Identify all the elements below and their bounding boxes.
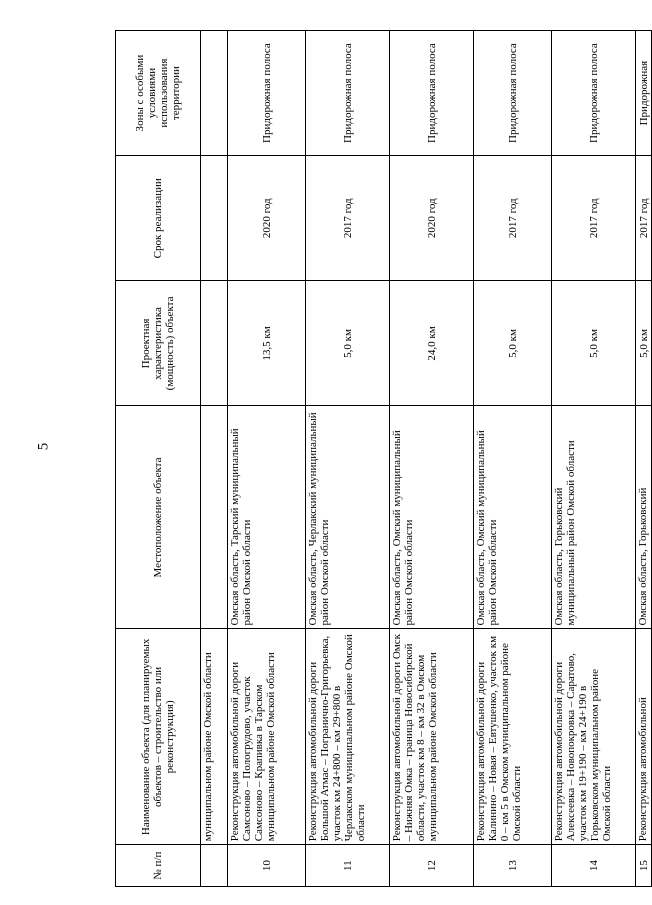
cell-location [201,406,228,629]
table-row [474,31,552,887]
cell-zones: Придорожная полоса [552,31,636,156]
table-header-row [116,31,201,887]
cell-location: Омская область, Омский муниципальный район Омской области [474,406,552,629]
cell-characteristic: 5,0 км [474,281,552,406]
objects-table-container [115,0,650,905]
cell-characteristic: 24,0 км [390,281,474,406]
cell-characteristic: 5,0 км [306,281,390,406]
table-row-continuation [201,31,228,887]
cell-zones: Придорожная полоса [306,31,390,156]
header-term: Срок реализации [116,156,201,281]
cell-name: Реконструкция автомобильной [636,629,652,845]
cell-term: 2017 год [552,156,636,281]
cell-name: Реконструкция автомобильной дороги Алексеевка – Новопокровка – Саратово, участок км 19+190 – км 24+190 в Горьковском муниципальном районе Омской области [552,629,636,845]
cell-num: 14 [552,845,636,887]
cell-characteristic: 5,0 км [636,281,652,406]
cell-location: Омская область, Горьковский [636,406,652,629]
cell-num: 13 [474,845,552,887]
table-row [306,31,390,887]
table-row [390,31,474,887]
cell-zones: Придорожная полоса [228,31,306,156]
cell-characteristic: 5,0 км [552,281,636,406]
page-number: 5 [35,442,52,451]
table-row [636,31,652,887]
cell-name: Реконструкция автомобильной дороги Калинино – Новая – Евтушенко, участок км 0 – км 5 в Омском муниципальном районе Омской области [474,629,552,845]
header-location: Местоположение объекта [116,406,201,629]
header-characteristic: Проектная характеристика (мощность) объекта [116,281,201,406]
header-zones: Зоны с особыми условиями использования территории [116,31,201,156]
cell-name: муниципальном районе Омской области [201,629,228,845]
cell-term: 2017 год [306,156,390,281]
header-name: Наименование объекта (для планируемых объектов – строительство или реконструкция) [116,629,201,845]
cell-location: Омская область, Омский муниципальный район Омской области [390,406,474,629]
cell-location: Омская область, Тарский муниципальный район Омской области [228,406,306,629]
cell-zones: Придорожная [636,31,652,156]
cell-num: 10 [228,845,306,887]
cell-num: 15 [636,845,652,887]
cell-term [201,156,228,281]
cell-term: 2017 год [474,156,552,281]
table-row [552,31,636,887]
cell-zones [201,31,228,156]
cell-name: Реконструкция автомобильной дороги Омск – Нижняя Омка – граница Новосибирской области, участок км 8 – км 32 в Омском муниципальном районе Омской области [390,629,474,845]
cell-zones: Придорожная полоса [390,31,474,156]
cell-location: Омская область, Черлакский муниципальный район Омской области [306,406,390,629]
cell-num: 12 [390,845,474,887]
cell-zones: Придорожная полоса [474,31,552,156]
cell-term: 2017 год [636,156,652,281]
cell-num: 11 [306,845,390,887]
objects-table [115,30,652,887]
cell-term: 2020 год [390,156,474,281]
cell-characteristic [201,281,228,406]
cell-location: Омская область, Горьковский муниципальный район Омской области [552,406,636,629]
cell-name: Реконструкция автомобильной дороги Большой Атмас – Погранично-Григорьевка, участок км 24+800 – км 29+800 в Черлакском муниципальном районе Омской области [306,629,390,845]
table-row [228,31,306,887]
header-num: № п/п [116,845,201,887]
cell-characteristic: 13,5 км [228,281,306,406]
cell-name: Реконструкция автомобильной дороги Самсоново – Пологрудово, участок Самсоново – Крапивка в Тарском муниципальном районе Омской области [228,629,306,845]
cell-term: 2020 год [228,156,306,281]
cell-num [201,845,228,887]
